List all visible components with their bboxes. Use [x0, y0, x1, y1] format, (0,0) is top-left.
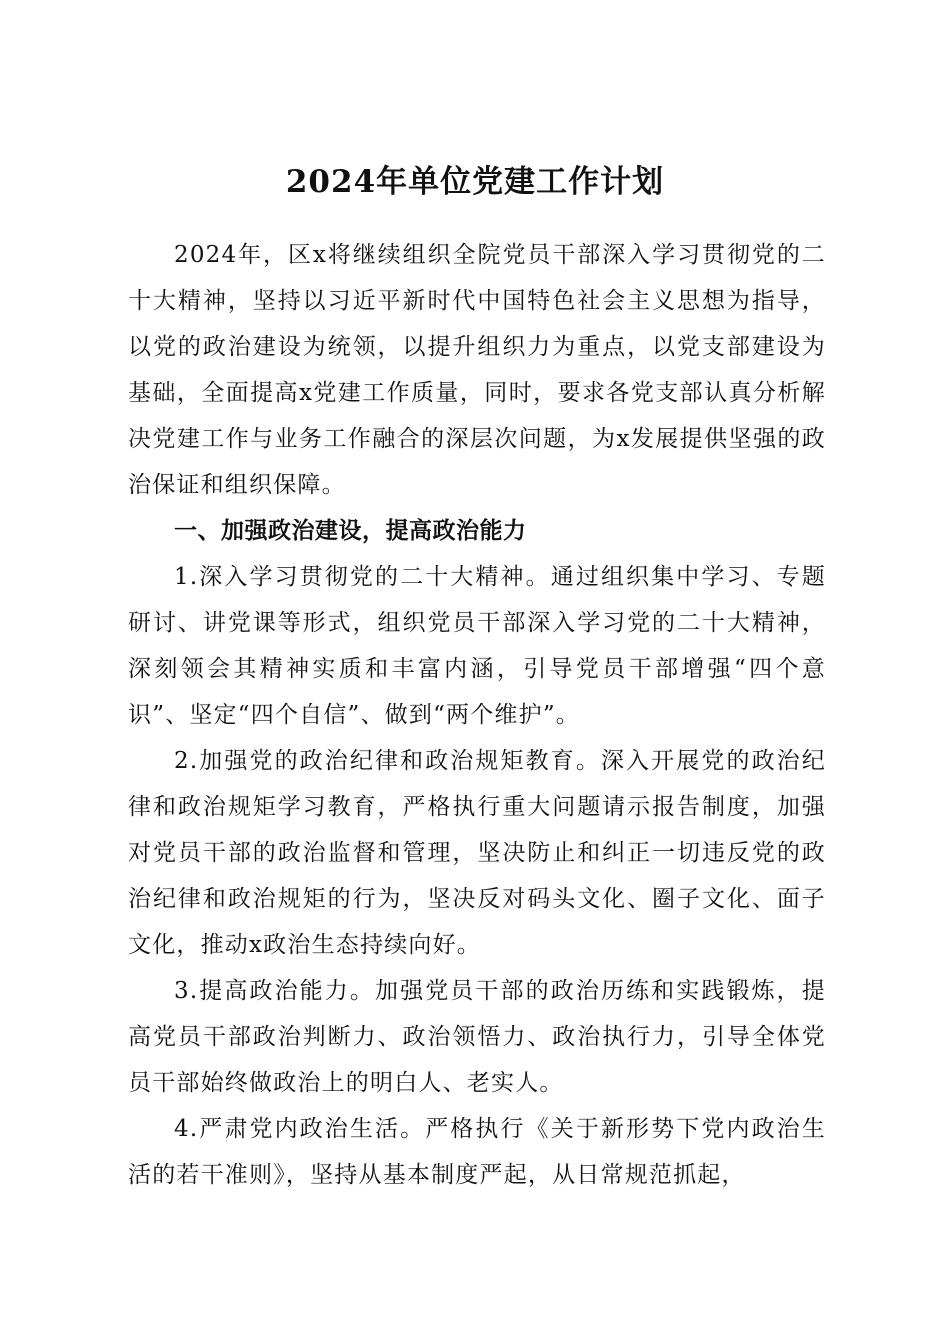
- intro-paragraph: 2024年，区x将继续组织全院党员干部深入学习贯彻党的二十大精神，坚持以习近平新时代中国特色社会主义思想为指导，以党的政治建设为统领，以提升组织力为重点，以党支部建设为基础，全面提高x党建工作质量，同时，要求各党支部认真分析解决党建工作与业务工作融合的深层次问题，为x发展提供坚强的政治保证和组织保障。: [128, 242, 826, 498]
- document-title: 2024年单位党建工作计划: [285, 163, 665, 200]
- item-paragraph-3: 3.提高政治能力。加强党员干部的政治历练和实践锻炼，提高党员干部政治判断力、政治领悟力、政治执行力，引导全体党员干部始终做政治上的明白人、老实人。: [128, 978, 826, 1096]
- item-paragraph-1: 1.深入学习贯彻党的二十大精神。通过组织集中学习、专题研讨、讲党课等形式，组织党员干部深入学习党的二十大精神，深刻领会其精神实质和丰富内涵，引导党员干部增强“四个意识”、坚定“四个自信”、做到“两个维护”。: [128, 564, 826, 728]
- section-heading-1: 一、加强政治建设，提高政治能力: [174, 518, 527, 544]
- item-paragraph-4: 4.严肃党内政治生活。严格执行《关于新形势下党内政治生活的若干准则》，坚持从基本制度严起，从日常规范抓起，: [128, 1116, 826, 1188]
- item-paragraph-2: 2.加强党的政治纪律和政治规矩教育。深入开展党的政治纪律和政治规矩学习教育，严格执行重大问题请示报告制度，加强对党员干部的政治监督和管理，坚决防止和纠正一切违反党的政治纪律和政治规矩的行为，坚决反对码头文化、圈子文化、面子文化，推动x政治生态持续向好。: [128, 748, 826, 958]
- document-body: [128, 232, 826, 1198]
